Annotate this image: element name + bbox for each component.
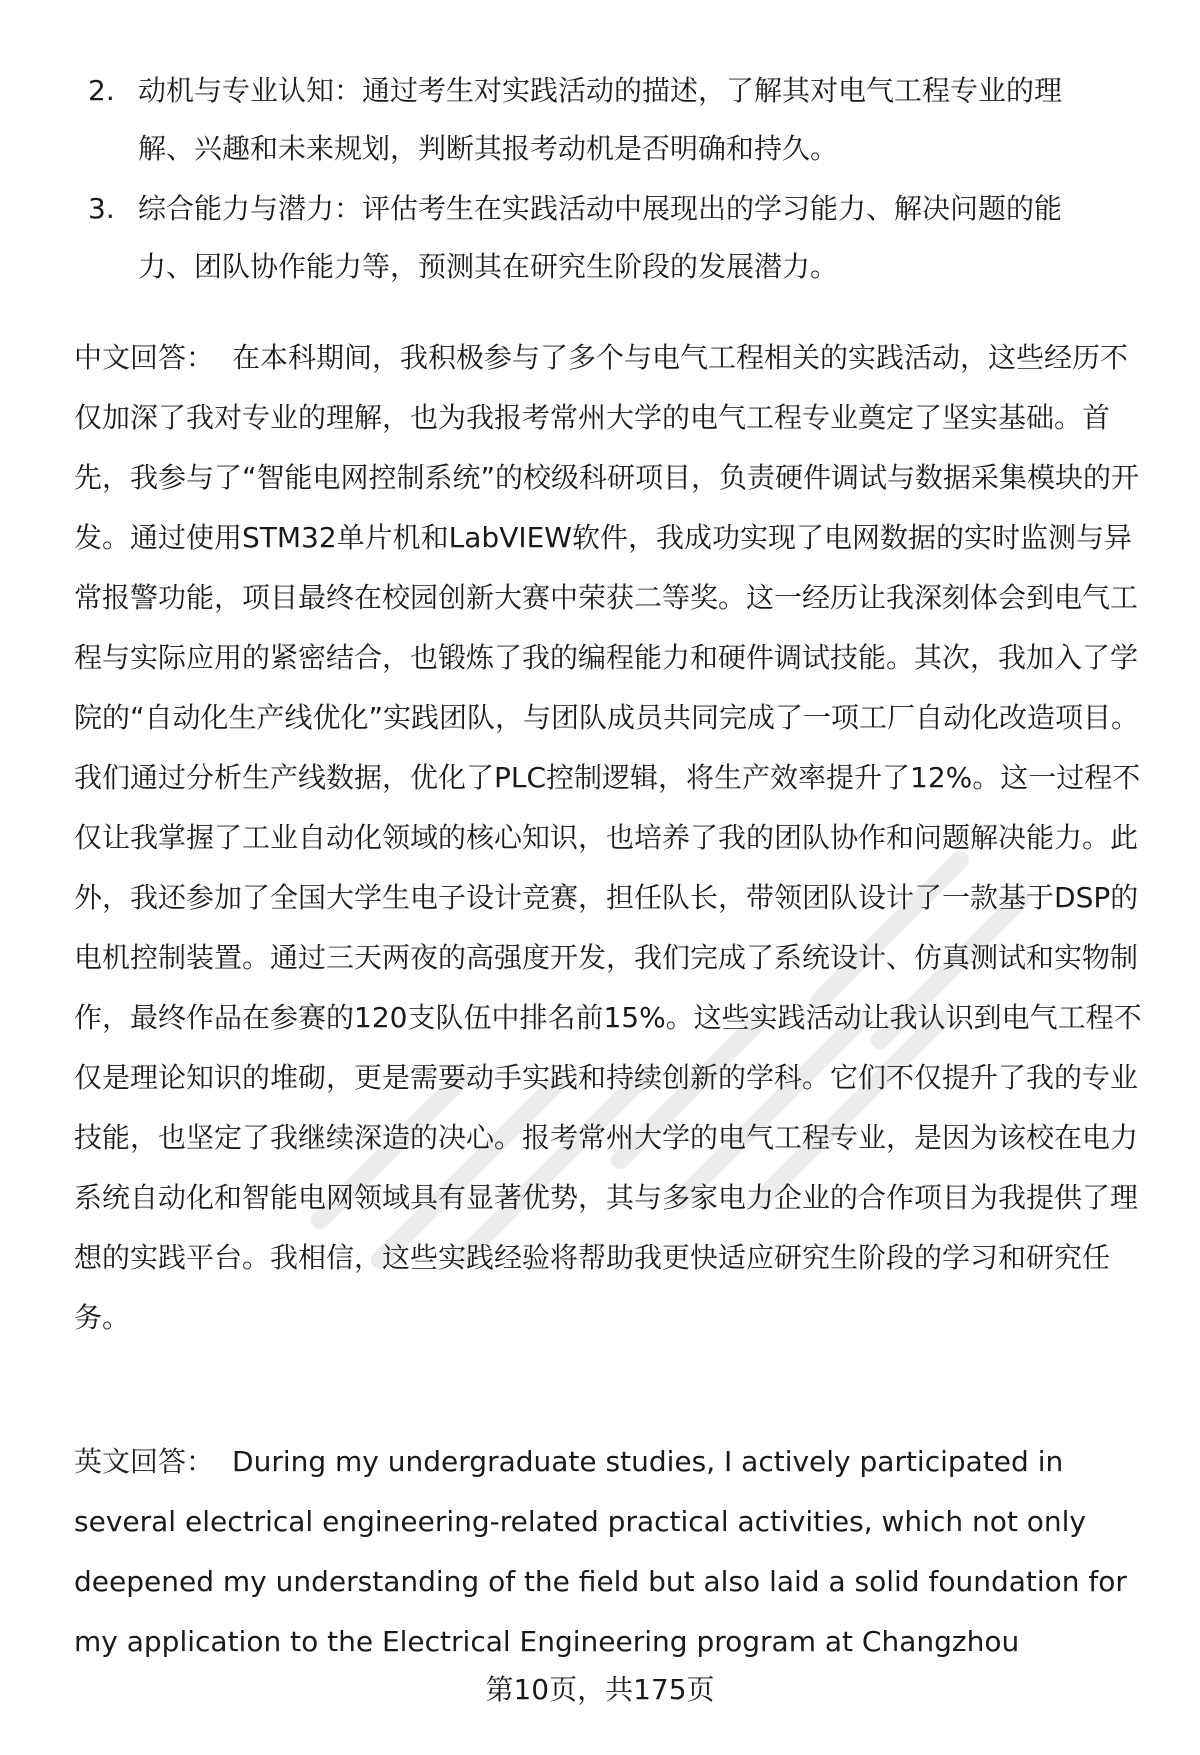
- chinese-answer-paragraph: [74, 328, 1154, 1348]
- english-answer-text: During my undergraduate studies, I actively participated in several electrical engineering-related practical activities, which not only deepened my understanding of the field but also laid a solid foundation for my application to the Electrical Engineering program at Changzhou: [74, 1445, 1127, 1658]
- criteria-item: [74, 62, 1134, 178]
- criteria-text: 综合能力与潜力：评估考生在实践活动中展现出的学习能力、解决问题的能力、团队协作能力等，预测其在研究生阶段的发展潜力。: [138, 192, 1063, 283]
- criteria-number: 2.: [88, 74, 115, 107]
- english-answer-paragraph: [74, 1432, 1154, 1672]
- page-number-footer: 第10页，共175页: [485, 1673, 715, 1706]
- criteria-list: [74, 62, 1134, 298]
- criteria-text: 动机与专业认知：通过考生对实践活动的描述，了解其对电气工程专业的理解、兴趣和未来规划，判断其报考动机是否明确和持久。: [138, 74, 1063, 165]
- criteria-item: [74, 180, 1134, 296]
- english-answer-label: 英文回答：: [74, 1445, 215, 1478]
- chinese-answer-label: 中文回答：: [74, 341, 215, 374]
- criteria-number: 3.: [88, 192, 115, 225]
- chinese-answer-text: 在本科期间，我积极参与了多个与电气工程相关的实践活动，这些经历不仅加深了我对专业的理解，也为我报考常州大学的电气工程专业奠定了坚实基础。首先，我参与了“智能电网控制系统”的校级科研项目，负责硬件调试与数据采集模块的开发。通过使用STM32单片机和LabVIEW软件，我成功实现了电网数据的实时监测与异常报警功能，项目最终在校园创新大赛中荣获二等奖。这一经历让我深刻体会到电气工程与实际应用的紧密结合，也锻炼了我的编程能力和硬件调试技能。其次，我加入了学院的“自动化生产线优化”实践团队，与团队成员共同完成了一项工厂自动化改造项目。我们通过分析生产线数据，优化了PLC控制逻辑，将生产效率提升了12%。这一过程不仅让我掌握了工业自动化领域的核心知识，也培养了我的团队协作和问题解决能力。此外，我还参加了全国大学生电子设计竞赛，担任队长，带领团队设计了一款基于DSP的电机控制装置。通过三天两夜的高强度开发，我们完成了系统设计、仿真测试和实物制作，最终作品在参赛的120支队伍中排名前15%。这些实践活动让我认识到电气工程不仅是理论知识的堆砌，更是需要动手实践和持续创新的学科。它们不仅提升了我的专业技能，也坚定了我继续深造的决心。报考常州大学的电气工程专业，是因为该校在电力系统自动化和智能电网领域具有显著优势，其与多家电力企业的合作项目为我提供了理想的实践平台。我相信，这些实践经验将帮助我更快适应研究生阶段的学习和研究任务。: [74, 341, 1142, 1334]
